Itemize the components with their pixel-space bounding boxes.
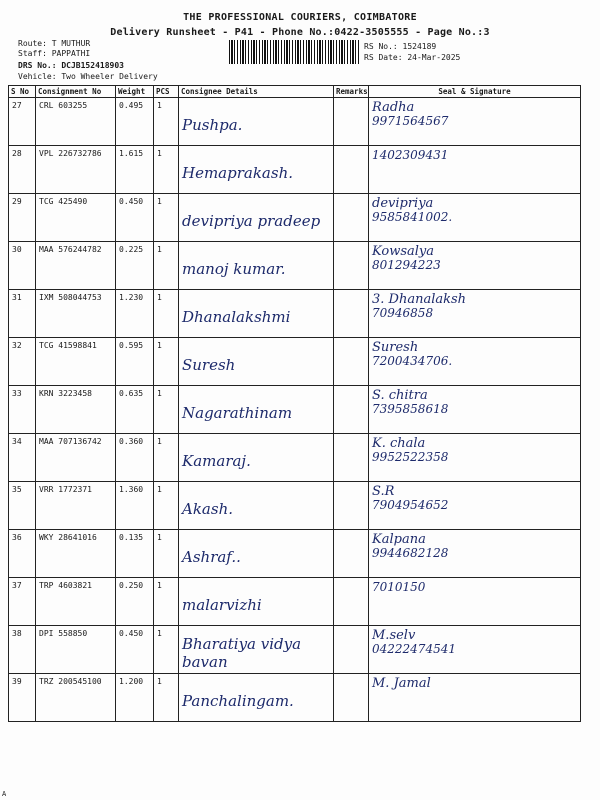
row-remarks <box>334 482 369 530</box>
row-signature <box>369 146 581 194</box>
row-consignment-no: MAA 707136742 <box>36 434 116 482</box>
row-consignment-no: VPL 226732786 <box>36 146 116 194</box>
row-consignee: devipriya pradeep <box>179 194 334 242</box>
route-label: Route: T MUTHUR <box>18 39 91 48</box>
drs-number: DRS No.: DCJB152418903 <box>18 61 124 70</box>
signature-phone: 7904954652 <box>372 498 449 512</box>
signature-name: K. chala <box>372 436 426 451</box>
table-row <box>9 626 581 674</box>
row-remarks <box>334 578 369 626</box>
row-weight: 1.615 <box>116 146 154 194</box>
table-row <box>9 434 581 482</box>
signature-name: S. chitra <box>372 388 428 403</box>
row-signature <box>369 626 581 674</box>
row-weight: 0.495 <box>116 98 154 146</box>
row-pcs: 1 <box>154 530 179 578</box>
corner-mark: A <box>2 790 7 798</box>
col-pcs: PCS <box>154 86 179 98</box>
row-signature <box>369 290 581 338</box>
row-signature <box>369 194 581 242</box>
company-title: THE PROFESSIONAL COURIERS, COIMBATORE <box>183 12 417 23</box>
row-signature <box>369 242 581 290</box>
row-consignment-no: CRL 603255 <box>36 98 116 146</box>
row-consignment-no: VRR 1772371 <box>36 482 116 530</box>
row-signature <box>369 674 581 722</box>
row-consignee: Nagarathinam <box>179 386 334 434</box>
row-sno: 30 <box>9 242 36 290</box>
row-pcs: 1 <box>154 194 179 242</box>
row-remarks <box>334 242 369 290</box>
row-weight: 0.135 <box>116 530 154 578</box>
col-sno: S No <box>9 86 36 98</box>
signature-phone: 1402309431 <box>372 148 449 162</box>
row-consignment-no: KRN 3223458 <box>36 386 116 434</box>
row-consignee: manoj kumar. <box>179 242 334 290</box>
signature-phone: 801294223 <box>372 258 441 272</box>
row-consignee: Ashraf.. <box>179 530 334 578</box>
table-row <box>9 482 581 530</box>
row-pcs: 1 <box>154 290 179 338</box>
row-remarks <box>334 626 369 674</box>
row-consignment-no: TRZ 200545100 <box>36 674 116 722</box>
signature-phone: 7010150 <box>372 580 426 594</box>
col-signature: Seal & Signature <box>369 86 581 98</box>
row-weight: 1.200 <box>116 674 154 722</box>
row-consignee: malarvizhi <box>179 578 334 626</box>
col-weight: Weight <box>116 86 154 98</box>
row-remarks <box>334 98 369 146</box>
signature-name: Suresh <box>372 340 419 355</box>
row-remarks <box>334 386 369 434</box>
row-consignee: Kamaraj. <box>179 434 334 482</box>
table-row <box>9 530 581 578</box>
row-pcs: 1 <box>154 674 179 722</box>
row-sno: 33 <box>9 386 36 434</box>
row-weight: 0.250 <box>116 578 154 626</box>
row-weight: 0.225 <box>116 242 154 290</box>
table-header <box>9 86 581 98</box>
row-consignment-no: TCG 41598841 <box>36 338 116 386</box>
signature-phone: 70946858 <box>372 306 434 320</box>
signature-phone: 9952522358 <box>372 450 449 464</box>
row-signature <box>369 338 581 386</box>
row-weight: 0.450 <box>116 194 154 242</box>
row-sno: 32 <box>9 338 36 386</box>
signature-phone: 7200434706. <box>372 354 453 368</box>
table-row <box>9 146 581 194</box>
table-row <box>9 338 581 386</box>
row-consignee: Akash. <box>179 482 334 530</box>
row-consignment-no: DPI 558850 <box>36 626 116 674</box>
row-remarks <box>334 530 369 578</box>
row-sno: 31 <box>9 290 36 338</box>
row-sno: 35 <box>9 482 36 530</box>
runsheet-subtitle: Delivery Runsheet - P41 - Phone No.:0422-3505555 - Page No.:3 <box>110 27 490 38</box>
signature-name: M. Jamal <box>372 676 431 691</box>
signature-phone: 9585841002. <box>372 210 453 224</box>
row-sno: 28 <box>9 146 36 194</box>
rs-date: RS Date: 24-Mar-2025 <box>364 53 461 62</box>
row-sno: 37 <box>9 578 36 626</box>
staff-label: Staff: PAPPATHI <box>18 49 91 58</box>
row-sno: 34 <box>9 434 36 482</box>
row-weight: 0.635 <box>116 386 154 434</box>
row-consignee: Dhanalakshmi <box>179 290 334 338</box>
signature-name: M.selv <box>372 628 416 643</box>
row-signature <box>369 530 581 578</box>
table-row <box>9 578 581 626</box>
row-consignment-no: MAA 576244782 <box>36 242 116 290</box>
col-remarks: Remarks <box>334 86 369 98</box>
signature-name: Kalpana <box>372 532 426 547</box>
row-sno: 39 <box>9 674 36 722</box>
vehicle-label: Vehicle: Two Wheeler Delivery <box>18 72 158 81</box>
row-sno: 38 <box>9 626 36 674</box>
col-consignment: Consignment No <box>36 86 116 98</box>
row-consignment-no: TRP 4603821 <box>36 578 116 626</box>
row-signature <box>369 386 581 434</box>
signature-phone: 9944682128 <box>372 546 449 560</box>
row-remarks <box>334 146 369 194</box>
row-pcs: 1 <box>154 146 179 194</box>
row-pcs: 1 <box>154 338 179 386</box>
row-consignee: Pushpa. <box>179 98 334 146</box>
row-consignment-no: TCG 425490 <box>36 194 116 242</box>
row-signature <box>369 434 581 482</box>
row-pcs: 1 <box>154 434 179 482</box>
row-pcs: 1 <box>154 578 179 626</box>
signature-name: Radha <box>372 100 415 115</box>
signature-name: 3. Dhanalaksh <box>372 292 467 307</box>
row-sno: 29 <box>9 194 36 242</box>
table-row <box>9 194 581 242</box>
row-signature <box>369 98 581 146</box>
signature-phone: 9971564567 <box>372 114 449 128</box>
row-weight: 1.230 <box>116 290 154 338</box>
table-row <box>9 386 581 434</box>
row-weight: 0.450 <box>116 626 154 674</box>
row-remarks <box>334 338 369 386</box>
row-weight: 0.360 <box>116 434 154 482</box>
row-remarks <box>334 290 369 338</box>
row-pcs: 1 <box>154 98 179 146</box>
row-consignee: Suresh <box>179 338 334 386</box>
row-pcs: 1 <box>154 482 179 530</box>
row-weight: 0.595 <box>116 338 154 386</box>
row-consignee: Hemaprakash. <box>179 146 334 194</box>
table-row <box>9 98 581 146</box>
signature-name: S.R <box>372 484 395 499</box>
row-sno: 27 <box>9 98 36 146</box>
signature-name: Kowsalya <box>372 244 434 259</box>
row-pcs: 1 <box>154 242 179 290</box>
row-remarks <box>334 674 369 722</box>
row-weight: 1.360 <box>116 482 154 530</box>
row-consignee: Bharatiya vidya bavan <box>179 626 334 674</box>
col-consignee: Consignee Details <box>179 86 334 98</box>
row-signature <box>369 578 581 626</box>
row-signature <box>369 482 581 530</box>
row-sno: 36 <box>9 530 36 578</box>
row-consignee: Panchalingam. <box>179 674 334 722</box>
signature-phone: 7395858618 <box>372 402 449 416</box>
row-pcs: 1 <box>154 386 179 434</box>
signature-phone: 04222474541 <box>372 642 456 656</box>
barcode <box>229 40 359 64</box>
runsheet-table <box>8 85 581 722</box>
signature-name: devipriya <box>372 196 434 211</box>
rs-number: RS No.: 1524189 <box>364 42 437 51</box>
table-row <box>9 242 581 290</box>
row-consignment-no: IXM 508044753 <box>36 290 116 338</box>
row-consignment-no: WKY 28641016 <box>36 530 116 578</box>
row-remarks <box>334 434 369 482</box>
row-remarks <box>334 194 369 242</box>
table-row <box>9 674 581 722</box>
row-pcs: 1 <box>154 626 179 674</box>
table-row <box>9 290 581 338</box>
